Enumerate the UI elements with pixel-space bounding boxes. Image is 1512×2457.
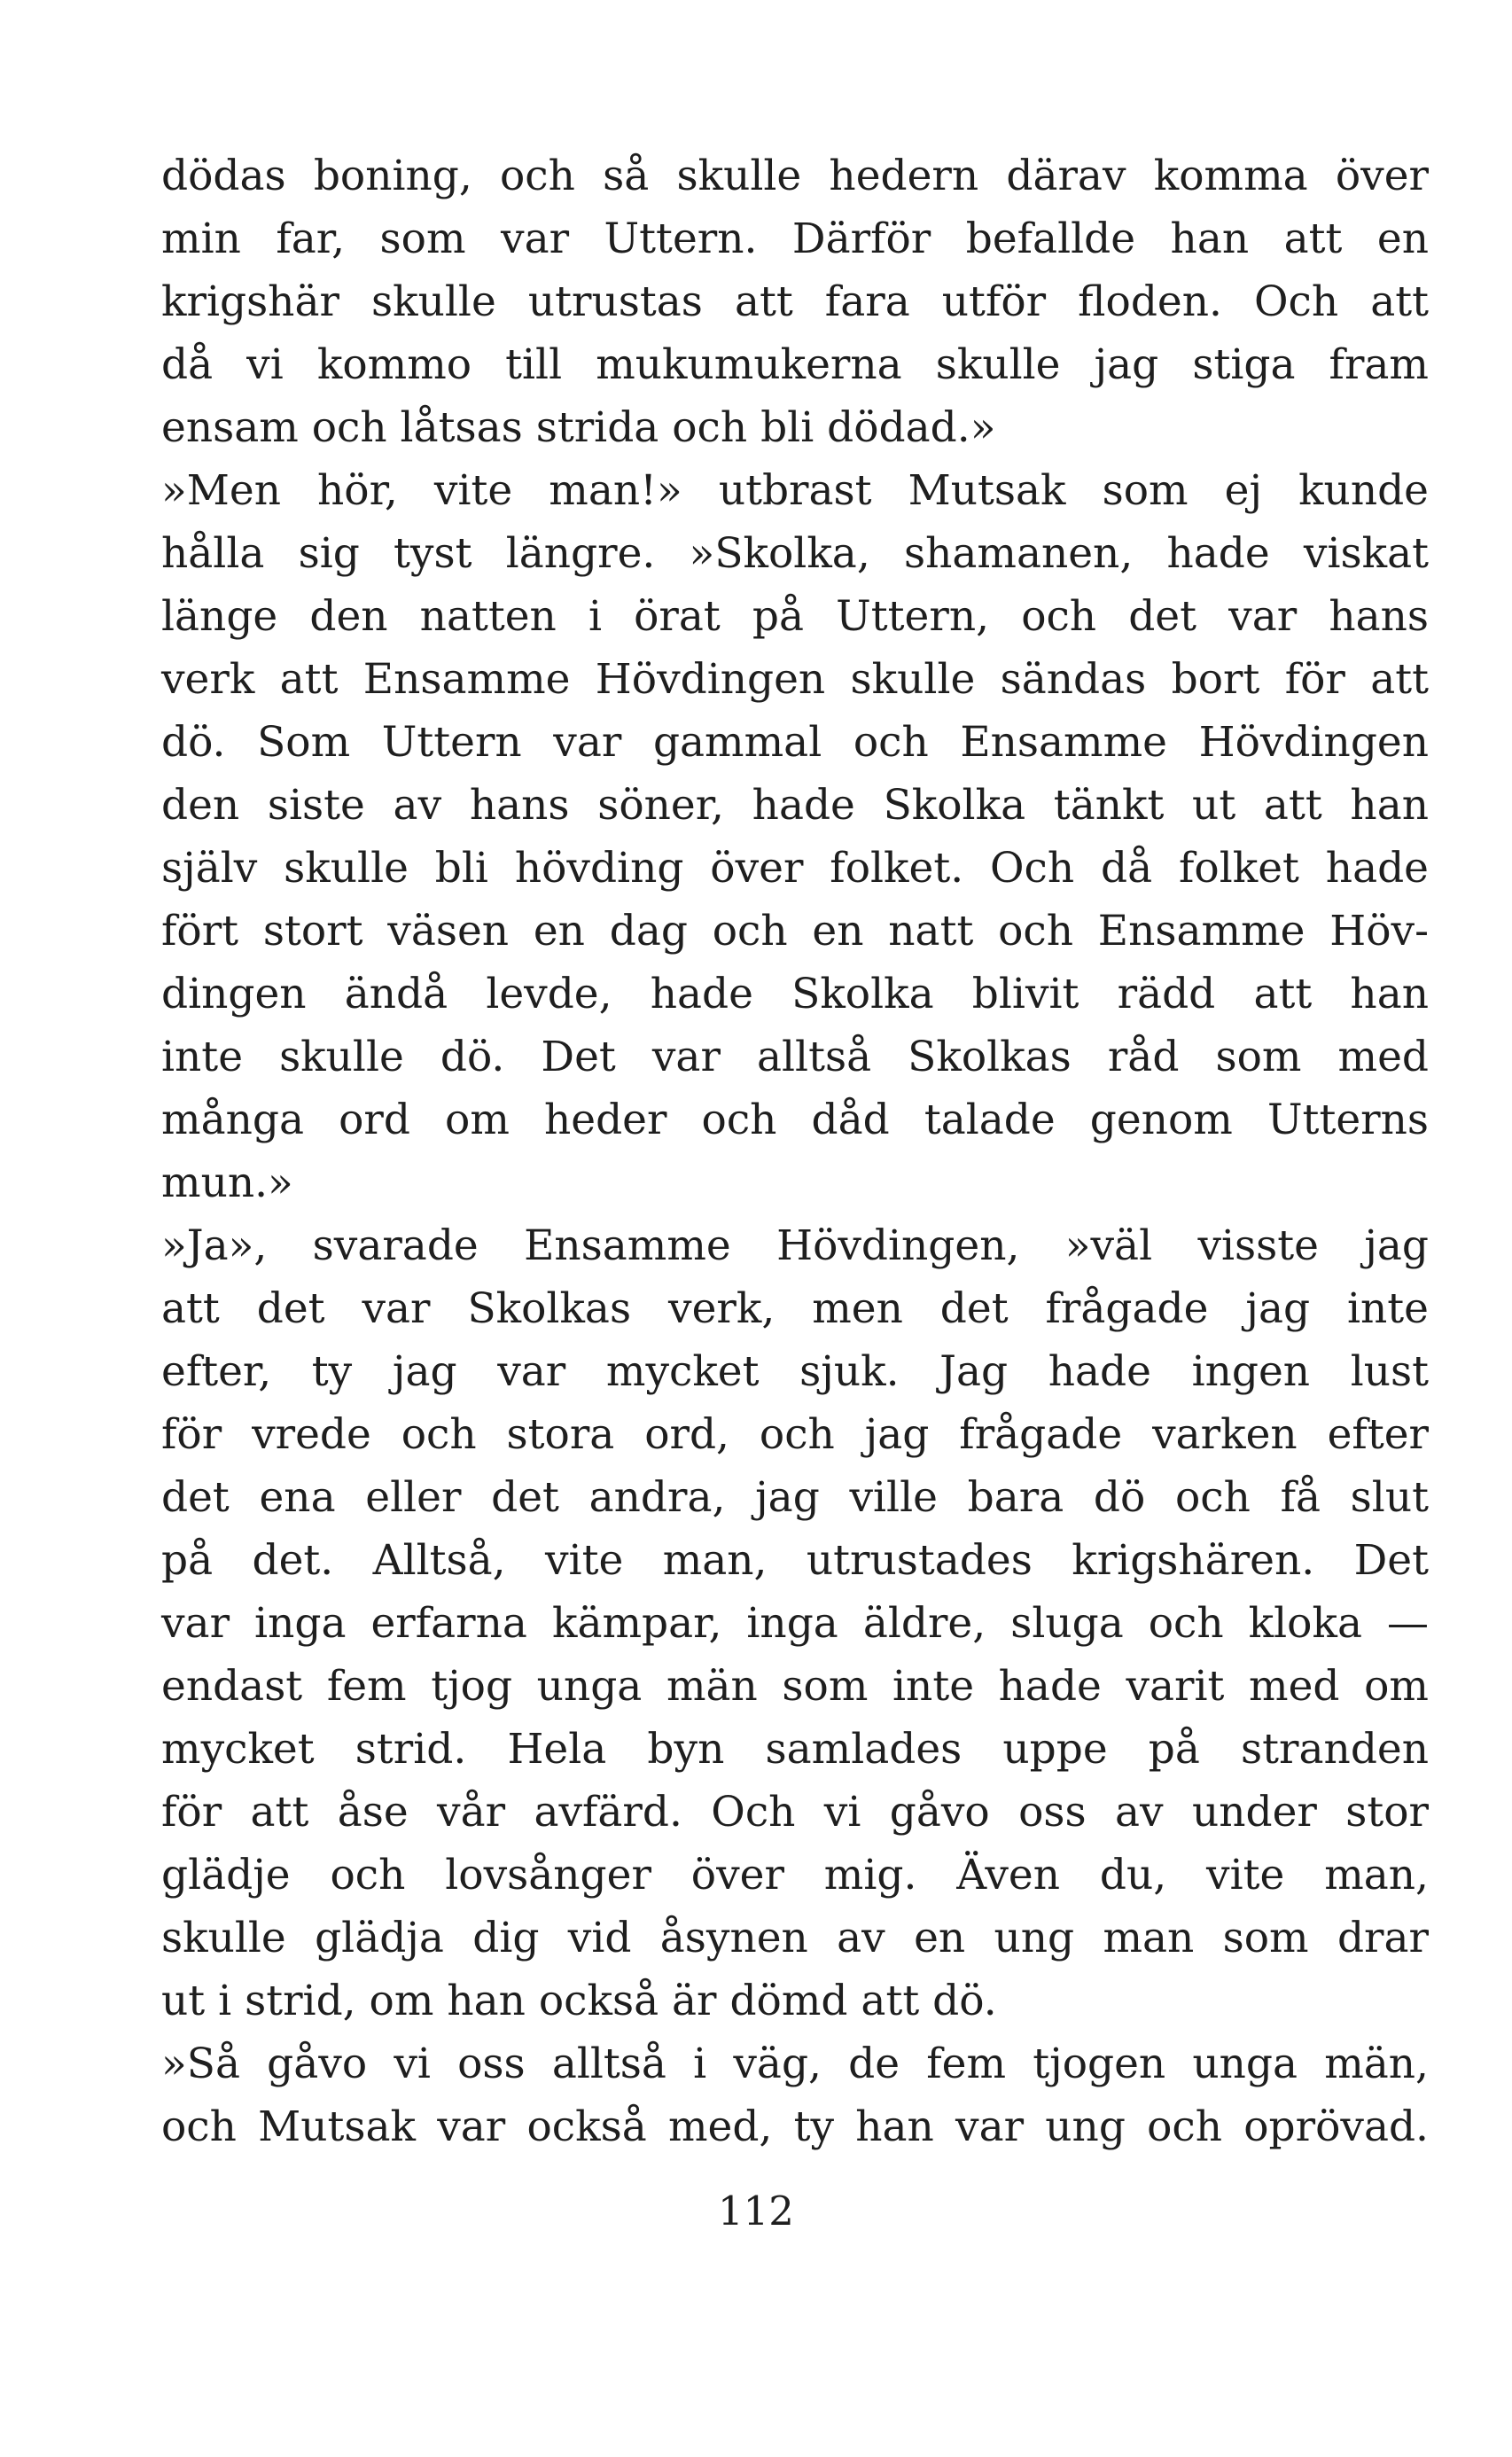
page-number: 112 xyxy=(718,2188,794,2235)
text-line: krigshär skulle utrustas att fara utför floden. Och att xyxy=(161,277,1429,326)
text-line: många ord om heder och dåd talade genom Utterns xyxy=(161,1096,1429,1144)
text-line: dingen ändå levde, hade Skolka blivit rädd att han xyxy=(161,970,1429,1018)
text-line: fört stort väsen en dag och en natt och Ensamme Höv- xyxy=(161,907,1429,956)
text-line: dö. Som Uttern var gammal och Ensamme Hövdingen xyxy=(161,718,1429,767)
text-line: skulle glädja dig vid åsynen av en ung man som drar xyxy=(161,1914,1429,1962)
text-line: glädje och lovsånger över mig. Även du, vite man, xyxy=(161,1851,1429,1899)
text-line: på det. Alltså, vite man, utrustades krigshären. Det xyxy=(161,1536,1429,1585)
text-line: »Så gåvo vi oss alltså i väg, de fem tjogen unga män, xyxy=(161,2040,1429,2088)
text-line: »Men hör, vite man!» utbrast Mutsak som ej kunde xyxy=(161,466,1429,515)
text-line: det ena eller det andra, jag ville bara dö och få slut xyxy=(161,1473,1429,1522)
text-line: efter, ty jag var mycket sjuk. Jag hade ingen lust xyxy=(161,1347,1429,1396)
text-line: för vrede och stora ord, och jag frågade varken efter xyxy=(161,1410,1429,1459)
text-line: ut i strid, om han också är dömd att dö. xyxy=(161,1977,997,2025)
text-line: då vi kommo till mukumukerna skulle jag stiga fram xyxy=(161,340,1429,389)
body-text xyxy=(161,144,1429,2158)
text-line: mun.» xyxy=(161,1158,293,1207)
text-line: verk att Ensamme Hövdingen skulle sändas bort för att xyxy=(161,655,1429,704)
text-line: och Mutsak var också med, ty han var ung och oprövad. xyxy=(161,2102,1429,2151)
text-line: länge den natten i örat på Uttern, och det var hans xyxy=(161,592,1429,641)
text-line: mycket strid. Hela byn samlades uppe på stranden xyxy=(161,1725,1429,1774)
text-line: att det var Skolkas verk, men det frågade jag inte xyxy=(161,1284,1429,1333)
text-line: hålla sig tyst längre. »Skolka, shamanen, hade viskat xyxy=(161,529,1429,578)
text-line: »Ja», svarade Ensamme Hövdingen, »väl visste jag xyxy=(161,1221,1429,1270)
text-line: endast fem tjog unga män som inte hade varit med om xyxy=(161,1662,1429,1711)
text-line: den siste av hans söner, hade Skolka tänkt ut att han xyxy=(161,781,1429,830)
text-line: min far, som var Uttern. Därför befallde han att en xyxy=(161,214,1429,263)
text-line: dödas boning, och så skulle hedern därav komma över xyxy=(161,152,1429,200)
text-line: inte skulle dö. Det var alltså Skolkas råd som med xyxy=(161,1033,1429,1081)
text-line: ensam och låtsas strida och bli dödad.» xyxy=(161,403,996,452)
text-line: för att åse vår avfärd. Och vi gåvo oss av under stor xyxy=(161,1788,1429,1837)
text-line: själv skulle bli hövding över folket. Och då folket hade xyxy=(161,844,1429,893)
text-line: var inga erfarna kämpar, inga äldre, sluga och kloka — xyxy=(161,1599,1429,1648)
